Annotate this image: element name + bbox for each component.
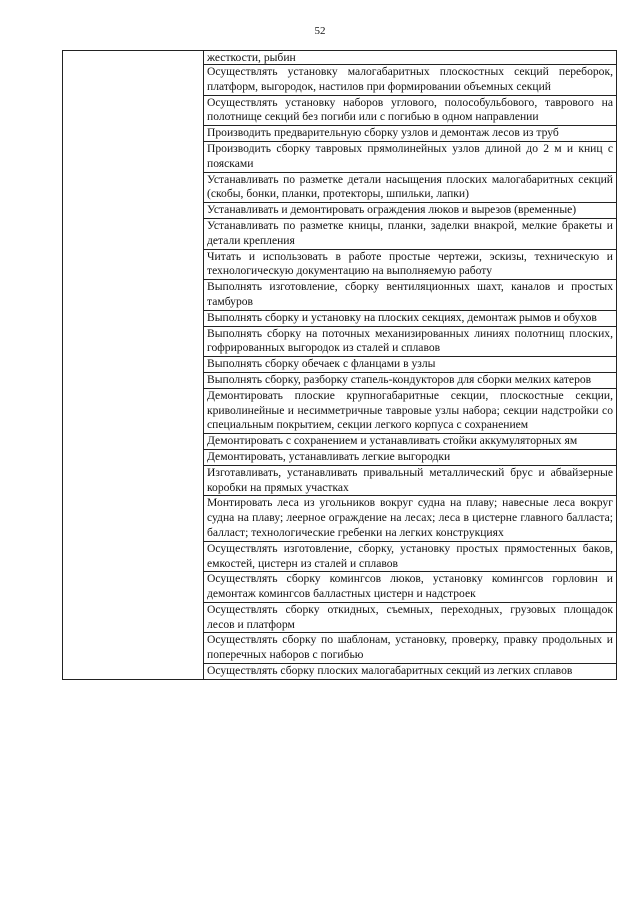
skill-cell: Осуществлять сборку плоских малогабаритных секций из легких сплавов	[204, 664, 617, 680]
skill-cell: Монтировать леса из угольников вокруг судна на плаву; навесные леса вокруг судна на плаву; леерное ограждение на лесах; леса в цистерне главного балласта; балласт; технологические гребенки на легких конструкциях	[204, 496, 617, 541]
skill-cell: Производить предварительную сборку узлов и демонтаж лесов из труб	[204, 126, 617, 142]
skill-cell: Устанавливать и демонтировать ограждения люков и вырезов (временные)	[204, 203, 617, 219]
page-number: 52	[314, 25, 326, 37]
table-row	[63, 51, 617, 65]
empty-left-cell	[63, 51, 204, 680]
skill-cell: Изготавливать, устанавливать привальный металлический брус и абвайзерные коробки на прямых участках	[204, 465, 617, 496]
skill-cell: Осуществлять сборку комингсов люков, установку комингсов горловин и демонтаж комингсов балластных цистерн и надстроек	[204, 572, 617, 603]
skill-cell: Выполнять сборку обечаек с фланцами в узлы	[204, 357, 617, 373]
skill-cell: Выполнять сборку и установку на плоских секциях, демонтаж рымов и обухов	[204, 310, 617, 326]
skill-cell: Устанавливать по разметке детали насыщения плоских малогабаритных секций (скобы, бонки, планки, протекторы, шпильки, лапки)	[204, 172, 617, 203]
skill-cell: Выполнять изготовление, сборку вентиляционных шахт, каналов и простых тамбуров	[204, 280, 617, 311]
skills-table-body	[63, 51, 617, 680]
skill-cell: Устанавливать по разметке кницы, планки, заделки внакрой, мелкие бракеты и детали крепления	[204, 218, 617, 249]
skill-cell: Осуществлять установку наборов углового, полособульбового, таврового на полотнище секций без погиби или с погибью в одном направлении	[204, 95, 617, 126]
skill-cell: Демонтировать плоские крупногабаритные секции, плоскостные секции, криволинейные и несимметричные тавровые узлы набора; секции надстройки со специальным покрытием, секции легкого корпуса с сохранением	[204, 388, 617, 433]
skill-cell: Выполнять сборку на поточных механизированных линиях полотнищ плоских, гофрированных выгородок из сталей и сплавов	[204, 326, 617, 357]
skill-cell: Демонтировать с сохранением и устанавливать стойки аккумуляторных ям	[204, 434, 617, 450]
skill-cell: Осуществлять сборку по шаблонам, установку, проверку, правку продольных и поперечных наборов с погибью	[204, 633, 617, 664]
skill-cell: Осуществлять изготовление, сборку, установку простых прямостенных баков, емкостей, цистерн из сталей и сплавов	[204, 541, 617, 572]
skill-cell: Осуществлять сборку откидных, съемных, переходных, грузовых площадок лесов и платформ	[204, 602, 617, 633]
skill-cell: Осуществлять установку малогабаритных плоскостных секций переборок, платформ, выгородок, настилов при формировании объемных секций	[204, 65, 617, 96]
skill-cell: Демонтировать, устанавливать легкие выгородки	[204, 449, 617, 465]
skills-table	[62, 50, 617, 680]
skill-cell: Производить сборку тавровых прямолинейных узлов длиной до 2 м и книц с поясками	[204, 141, 617, 172]
skill-cell: Читать и использовать в работе простые чертежи, эскизы, техническую и технологическую документацию на выполняемую работу	[204, 249, 617, 280]
skill-cell: Выполнять сборку, разборку стапель-кондукторов для сборки мелких катеров	[204, 372, 617, 388]
skill-cell: жесткости, рыбин	[204, 51, 617, 65]
